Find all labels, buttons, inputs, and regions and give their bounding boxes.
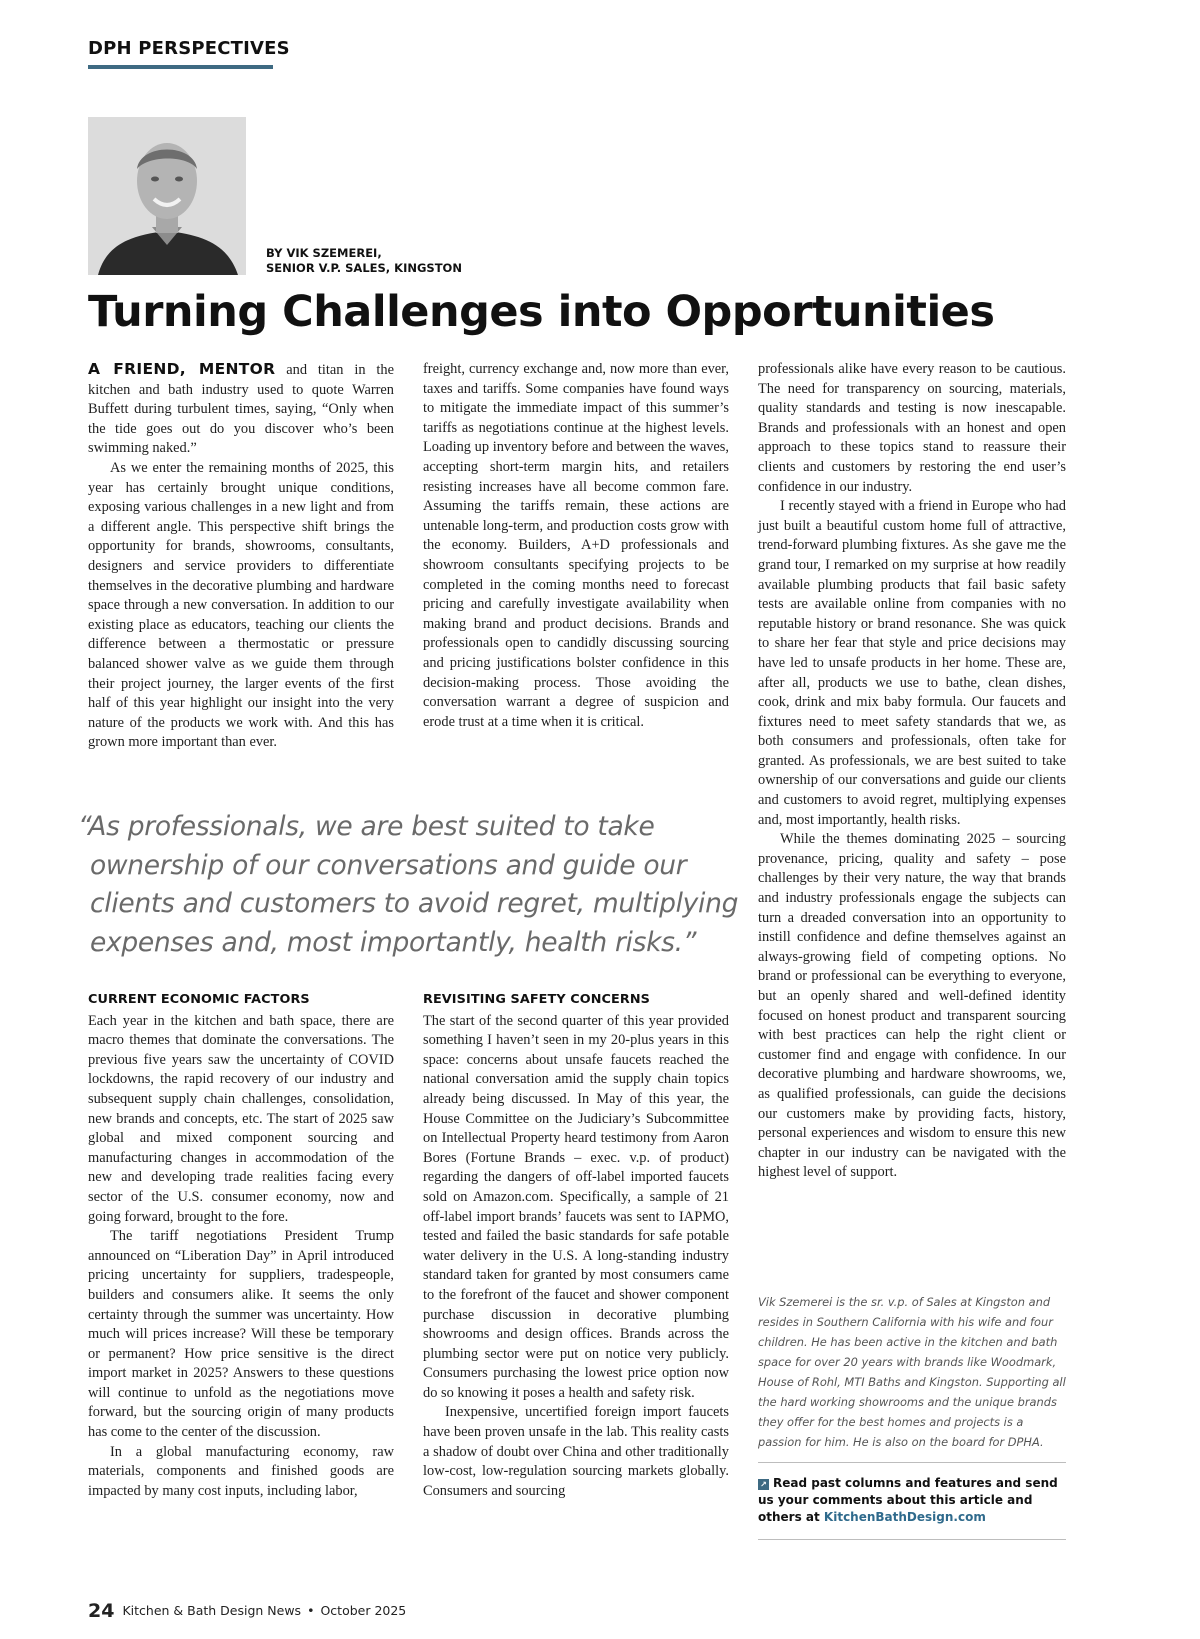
body-paragraph: As we enter the remaining months of 2025, this year has certainly brought unique conditions, exposing various challenges in a new light and from a different angle. This perspective shift brings the opportunity for brands, showrooms, consultants, designers and service providers to differentiate themselves in the decorative plumbing and hardware space through a new conversation. In addition to our existing place as educators, teaching our clients the difference between a thermostatic or pressure balanced shower valve as we guide them through their project journey, the larger events of the first half of this year highlight our insight into the very nature of the products we work with. And this has grown more important than ever.	[88, 459, 394, 751]
column-2-bottom	[423, 990, 729, 1501]
section-heading-economic: CURRENT ECONOMIC FACTORS	[88, 992, 310, 1007]
author-bio: Vik Szemerei is the sr. v.p. of Sales at Kingston and resides in Southern California with his wife and four children. He has been active in the kitchen and bath space for over 20 years with brands like Woodmark, House of Rohl, MTI Baths and Kingston. Supporting all the hard working showrooms and the unique brands they offer for the best homes and projects is a passion for him. He is also on the board for DPHA.	[758, 1295, 1066, 1449]
article-headline: Turning Challenges into Opportunities	[88, 287, 995, 337]
intro-paragraph	[88, 360, 394, 459]
call-to-action	[758, 1462, 1066, 1540]
body-paragraph: professionals alike have every reason to be cautious. The need for transparency on sourcing, materials, quality standards and testing is now inescapable. Brands and professionals with an honest and open approach to these topics stand to reassure their clients and customers by restoring the end user’s confidence in our industry.	[758, 361, 1066, 495]
body-paragraph: In a global manufacturing economy, raw materials, components and finished goods are impacted by many cost inputs, including labor,	[88, 1443, 394, 1499]
cta-text: Read past columns and features and send us your comments about this article and others at	[758, 1476, 1058, 1524]
page-number: 24	[88, 1600, 115, 1622]
footer-separator: •	[307, 1603, 315, 1618]
byline	[266, 246, 462, 276]
author-photo	[88, 117, 246, 275]
lead-in: A FRIEND, MENTOR	[88, 360, 276, 378]
body-paragraph: freight, currency exchange and, now more than ever, taxes and tariffs. Some companies have found ways to mitigate the immediate impact of this summer’s tariffs as negotiations continue at the highest levels. Loading up inventory before and between the waves, accepting short-term margin hits, and retailers resisting increases have all become common fare. Assuming the tariffs remain, these actions are untenable long-term, and production costs grow with the economy. Builders, A+D professionals and showroom consultants specifying projects to be completed in the coming months need to forecast pricing and carefully investigate availability when making brand and product decisions. Brands and professionals open to candidly discussing sourcing and pricing justifications bolster confidence in this decision-making process. Those avoiding the conversation warrant a degree of suspicion and erode trust at a time when it is critical.	[423, 361, 729, 730]
intro-text: and titan in the kitchen and bath industry used to quote Warren Buffett during turbulent times, saying, “Only when the tide goes out do you discover who’s been swimming naked.”	[88, 362, 394, 457]
section-heading-safety: REVISITING SAFETY CONCERNS	[423, 992, 650, 1007]
arrow-link-icon: ↗	[758, 1479, 769, 1490]
pull-quote: “As professionals, we are best suited to take ownership of our conversations and guide our clients and customers to avoid regret, multiplying expenses and, most importantly, health risks.”	[78, 811, 739, 958]
byline-title: SENIOR V.P. SALES, KINGSTON	[266, 261, 462, 275]
column-1-bottom	[88, 990, 394, 1501]
section-label: DPH PERSPECTIVES	[88, 38, 273, 69]
body-paragraph: I recently stayed with a friend in Europe who had just built a beautiful custom home full of attractive, trend-forward plumbing fixtures. As she gave me the grand tour, I remarked on my surprise at how readily available plumbing products that fail basic safety tests are available online from companies with no reputable history or brand resonance. She was quick to share her fear that style and price decisions may have led to unsafe products in her home. These are, after all, products we use to bathe, clean dishes, cook, drink and mix baby formula. Our faucets and fixtures need to meet safety standards that we, as both consumers and professionals, often take for granted. As professionals, we are best suited to take ownership of our conversations and guide our clients and customers to avoid regret, multiplying expenses and, most importantly, health risks.	[758, 498, 1066, 828]
column-1-top	[88, 360, 394, 753]
column-3	[758, 360, 1066, 1183]
author-portrait-image	[88, 117, 246, 275]
column-2-top	[423, 360, 729, 732]
body-paragraph: While the themes dominating 2025 – sourcing provenance, pricing, quality and safety – pose challenges by their very nature, the way that brands and industry professionals engage the subjects can turn a dreaded conversation into an opportunity to instill confidence and define themselves against an always-growing field of competing options. No brand or professional can be everything to everyone, but an openly shared and well-defined identity focused on honest product and transparent sourcing with best practices can help the right client or customer find and engage with confidence. In our decorative plumbing and hardware showrooms, we, as qualified professionals, can guide the decisions our customers make by providing facts, history, personal experiences and wisdom to ensure this new chapter in our industry can be navigated with the highest level of support.	[758, 831, 1066, 1181]
body-paragraph: Inexpensive, uncertified foreign import faucets have been proven unsafe in the lab. This reality casts a shadow of doubt over China and other traditionally low-cost, low-regulation sourcing markets globally. Consumers and sourcing	[423, 1404, 729, 1499]
page-footer	[88, 1600, 406, 1622]
website-link[interactable]: KitchenBathDesign.com	[823, 1510, 986, 1524]
byline-author: BY VIK SZEMEREI,	[266, 246, 382, 260]
body-paragraph: The start of the second quarter of this year provided something I haven’t seen in my 20-plus years in this space: concerns about unsafe faucets reached the national conversation amid the supply chain topics already being discussed. In May of this year, the House Committee on the Judiciary’s Subcommittee on Intellectual Property heard testimony from Aaron Bores (Fortune Brands – exec. v.p. of product) regarding the dangers of off-label imported faucets sold on Amazon.com. Specifically, a sample of 21 off-label import brands’ faucets was sent to IAPMO, tested and failed the basic standards for safe potable water delivery in the U.S. A long-standing industry standard taken for granted by most consumers came to the forefront of the faucet and shower component purchase discussion in decorative plumbing showrooms and design offices. Brands across the plumbing sector were put on notice very publicly. Consumers purchasing the lowest price option now do so knowing it poses a health and safety risk.	[423, 1012, 729, 1401]
body-paragraph: Each year in the kitchen and bath space, there are macro themes that dominate the conversations. The previous five years saw the uncertainty of COVID lockdowns, the rapid recovery of our industry and subsequent supply chain challenges, consolidation, new brands and concepts, etc. The start of 2025 saw global and mixed component sourcing and manufacturing changes in accommodation of the new and developing trade realities facing every sector of the U.S. consumer economy, now and going forward, brought to the fore.	[88, 1012, 394, 1225]
body-paragraph: The tariff negotiations President Trump announced on “Liberation Day” in April introduced pricing uncertainty for suppliers, tradespeople, builders and consumers alike. It seems the only certainty through the summer was uncertainty. How much will prices increase? Will these be temporary or permanent? How price sensitive is the direct import market in 2025? Answers to these questions will continue to unfold as the negotiations move forward, but the sourcing origin of many products has come to the center of the discussion.	[88, 1228, 394, 1441]
publication-name: Kitchen & Bath Design News	[122, 1603, 302, 1618]
issue-date: October 2025	[320, 1603, 407, 1618]
